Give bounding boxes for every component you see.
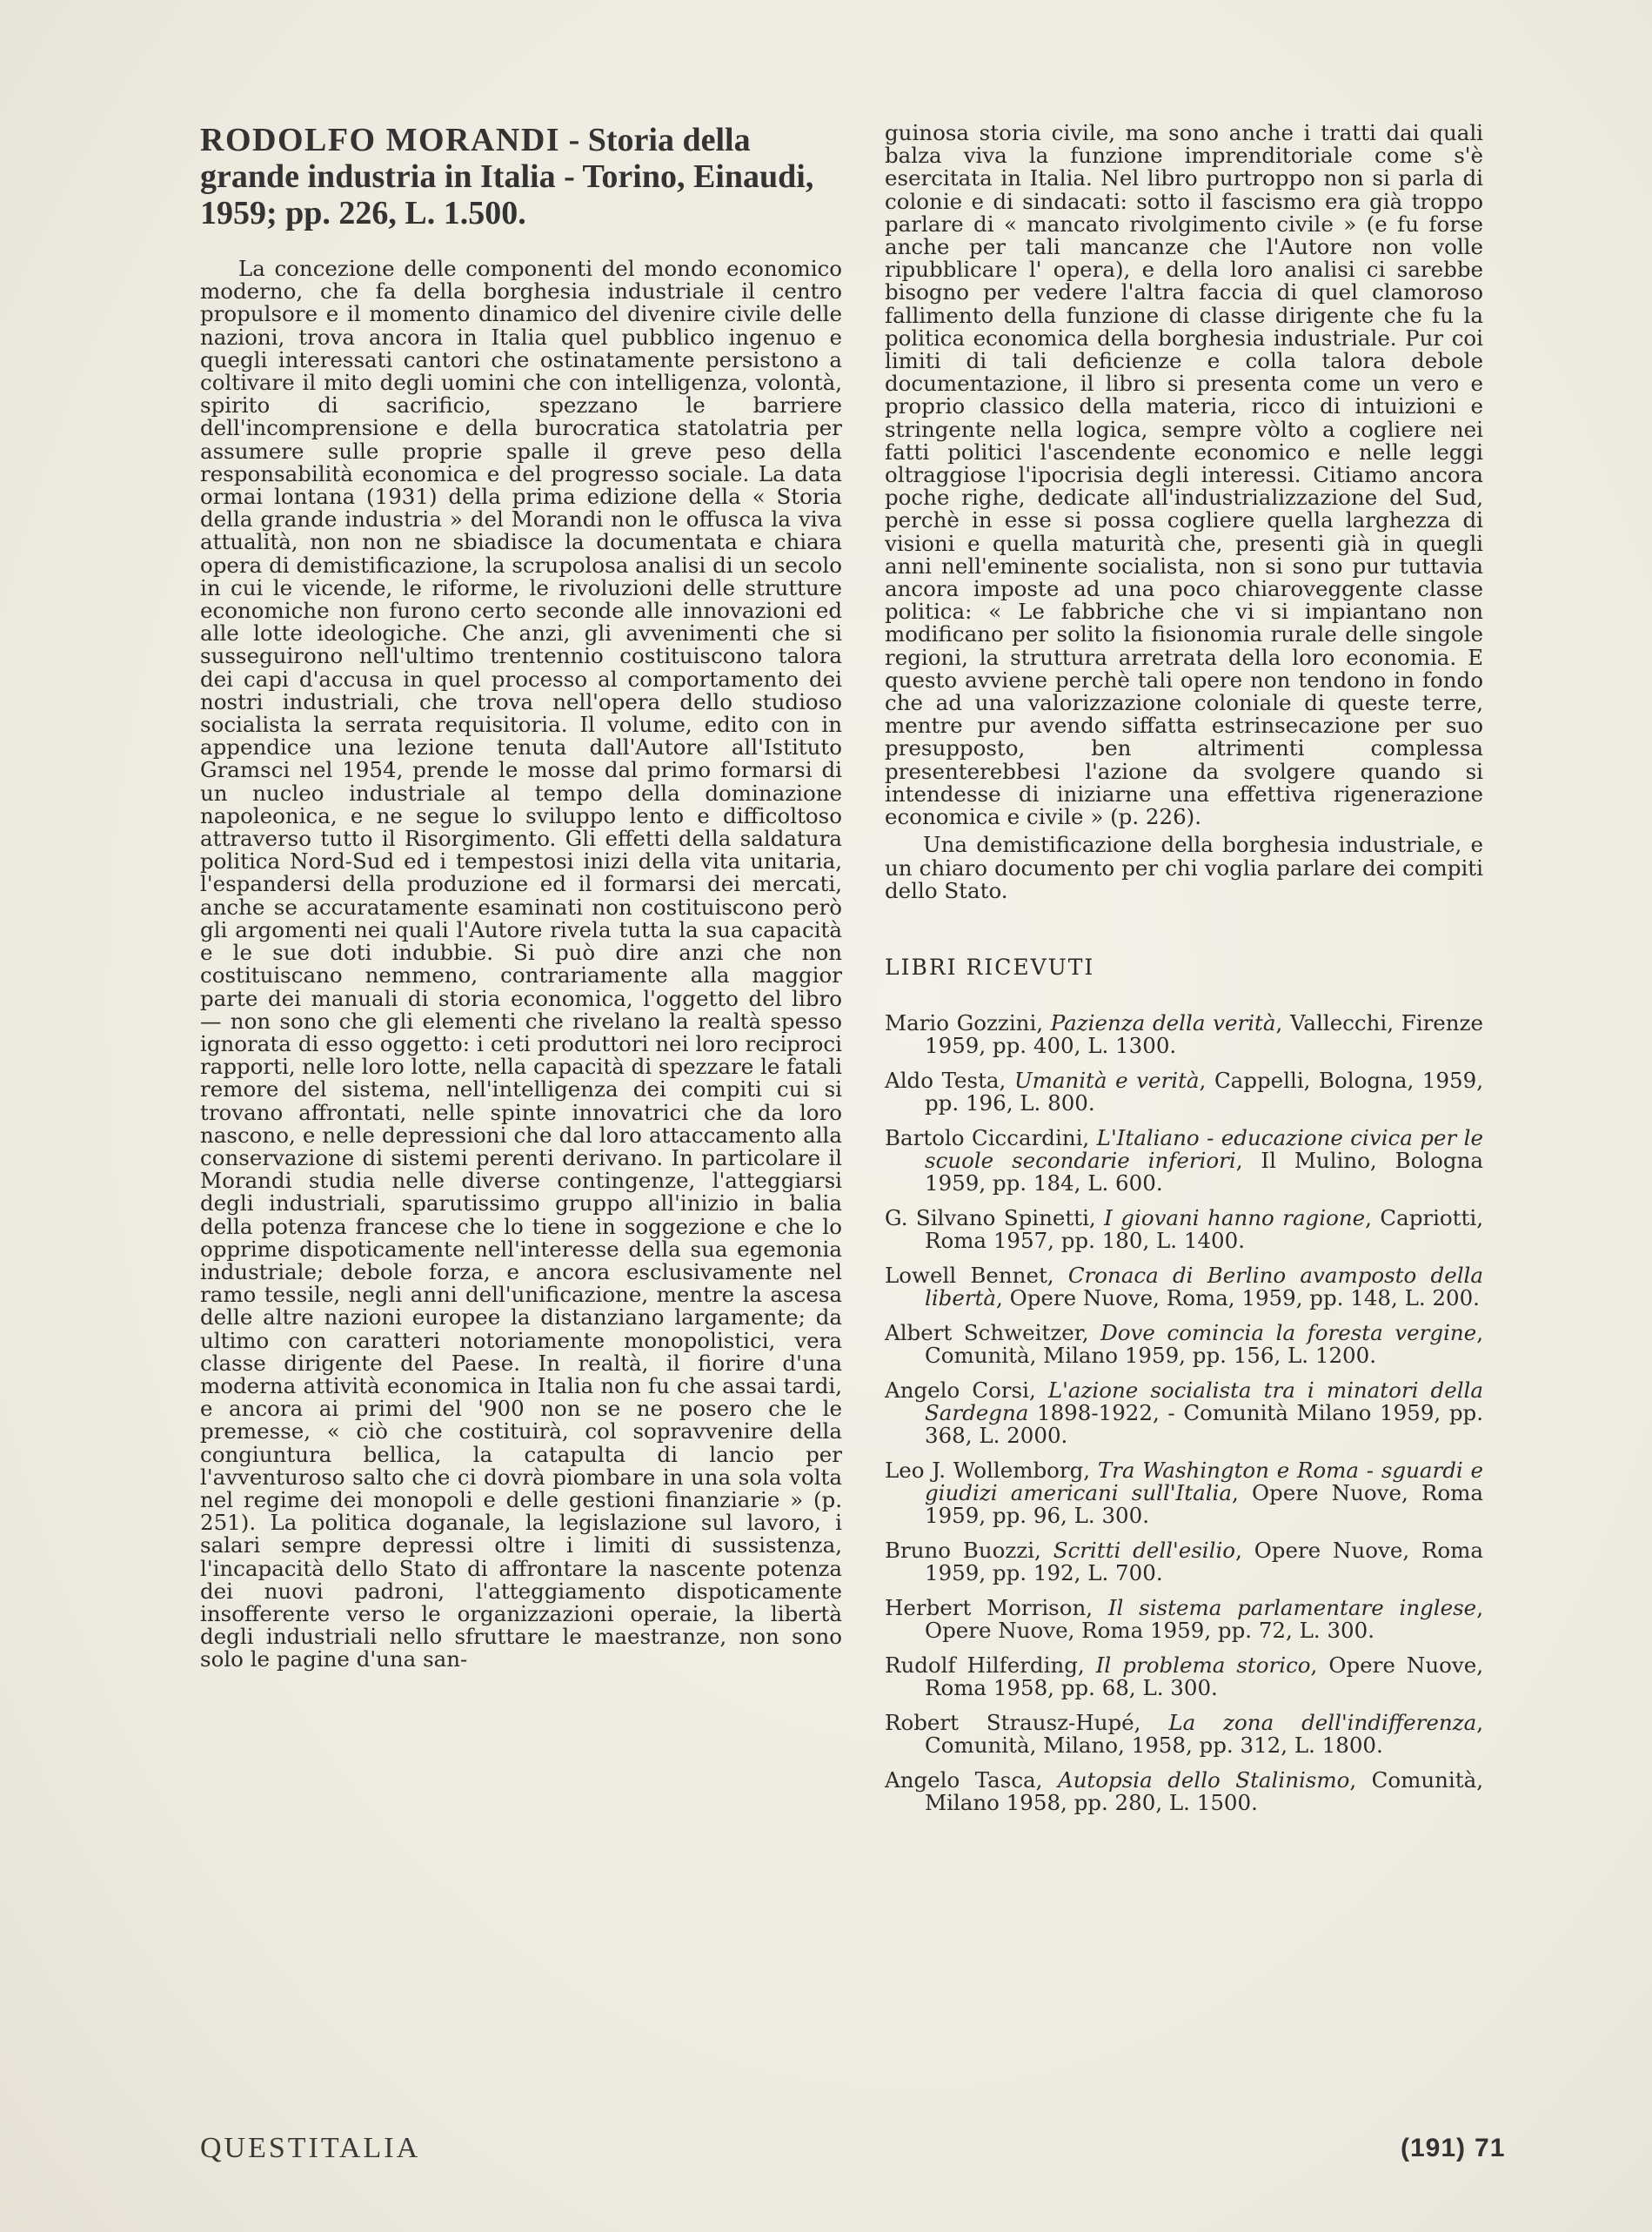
review-body-left: La concezione delle componenti del mondo economico moderno, che fa della borghesia industriale il centro propulsore e il momento dinamico del divenire civile delle nazioni, trova ancora in Italia quel pubblico ingenuo e quegli interessati cantori che ostinatamente persistono a coltivare il mito degli uomini che con intelligenza, volontà, spirito di sacrificio, spezzano le barriere dell'incomprensione e della burocratica statolatria per assumere sulle proprie spalle il greve peso della responsabilità economica e del progresso sociale. La data ormai lontana (1931) della prima edizione della « Storia della grande industria » del Morandi non le offusca la viva attualità, non non ne sbiadisce la documentata e chiara opera di demistificazione, la scrupolosa analisi di un secolo in cui le vicende, le riforme, le rivoluzioni delle strutture economiche non furono certo seconde alle innovazioni ed alle lotte ideologiche. Che anzi, gli avvenimenti che si susseguirono nell'ultimo trentennio costituiscono talora dei capi d'accusa in quel processo al comportamento dei nostri industriali, che trova nell'opera dello studioso socialista la serrata requisitoria. Il volume, edito con in appendice una lezione tenuta dall'Autore all'Istituto Gramsci nel 1954, prende le mosse dal primo formarsi di un nucleo industriale al tempo della dominazione napoleonica, e ne segue lo sviluppo lento e difficoltoso attraverso tutto il Risorgimento. Gli effetti della saldatura politica Nord-Sud ed i tempestosi inizi della vita unitaria, l'espandersi della produzione ed il formarsi dei mercati, anche se accuratamente esaminati non costituiscono però gli argomenti nei quali l'Autore rivela tutta la sua capacità e le sue doti indubbie. Si può dire anzi che non costituiscano nemmeno, contrariamente alla maggior parte dei manuali di storia economica, l'oggetto del libro — non sono che gli elementi che rivelano la realtà spesso ignorata di esso oggetto: i ceti produttori nei loro reciproci rapporti, nelle loro lotte, nella capacità di spezzare le fatali remore del sistema, nell'intelligenza dei compiti cui si trovano affrontati, nelle spinte innovatrici che da loro nascono, e nelle depressioni che dal loro attaccamento alla conservazione di sistemi perenti derivano. In particolare il Morandi studia nelle diverse contingenze, l'atteggiarsi degli industriali, sparutissimo gruppo all'inizio in balia della potenza francese che lo tiene in soggezione e che lo opprime dispoticamente nell'interesse della sua egemonia industriale; debole forza, e ancora esclusivamente nel ramo tessile, negli anni dell'unificazione, mentre la ascesa delle altre nazioni europee la distanziano largamente; da ultimo con caratteri notoriamente monopolistici, vera classe dirigente del Paese. In realtà, il fiorire d'una moderna attività economica in Italia non fu che assai tardi, e ancora ai primi del '900 non se ne posero che le premesse, « ciò che costituirà, col sopravvenire della congiuntura bellica, la catapulta di lancio per l'avventuroso salto che ci dovrà piombare in una sola volta nel regime dei monopoli e delle gestioni finanziarie » (p. 251). La politica doganale, la legislazione sul lavoro, i salari sempre depressi oltre i limiti di sussistenza, l'incapacità dello Stato di affrontare la nascente potenza dei nuovi padroni, l'atteggiamento dispoticamente insofferente verso le organizzazioni operaie, la libertà degli industriali nello sfruttare le maestranze, non sono solo le pagine d'una san- [200,256,842,1672]
review-author: RODOLFO MORANDI [200,122,561,158]
book-title: Cronaca di Berlino avamposto della libertà [925,1263,1484,1311]
book-publication-info: , Opere Nuove, Roma 1959, pp. 192, L. 700. [925,1538,1484,1586]
book-author: Mario Gozzini, [885,1010,1051,1036]
review-heading [200,122,842,231]
book-entry [885,1769,1483,1814]
issue-number: (191) [1401,2134,1467,2162]
book-author: Bartolo Ciccardini, [885,1125,1097,1151]
book-author: Albert Schweitzer, [885,1320,1101,1346]
book-author: Herbert Morrison, [885,1595,1108,1621]
book-entry [885,1597,1483,1642]
book-publication-info: , Comunità, Milano 1958, pp. 280, L. 1500. [925,1767,1484,1816]
book-title: Scritti dell'esilio [1053,1538,1236,1564]
book-publication-info: , Comunità, Milano, 1958, pp. 312, L. 1800. [925,1710,1483,1759]
book-author: Lowell Bennet, [885,1263,1068,1289]
book-author: Angelo Corsi, [885,1377,1048,1404]
book-title: L'azione socialista tra i minatori della Sardegna [925,1377,1483,1426]
book-title: Pazienza della verità [1050,1010,1276,1036]
book-author: G. Silvano Spinetti, [885,1205,1105,1231]
book-publication-info: , Il Mulino, Bologna 1959, pp. 184, L. 600. [925,1148,1484,1196]
book-title: Il problema storico [1095,1652,1311,1679]
book-author: Bruno Buozzi, [885,1538,1053,1564]
book-entry [885,1069,1483,1115]
review-body-right: guinosa storia civile, ma sono anche i tratti dai quali balza viva la funzione imprenditoriale come s'è esercitata in Italia. Nel libro purtroppo non si parla di colonie e di sindacati: sotto il fascismo era già troppo parlare di « mancato rivolgimento civile » (e fu forse anche per tali mancanze che l'Autore non volle ripubblicare l' opera), e della loro analisi ci sarebbe bisogno per vedere l'altra faccia di quel clamoroso fallimento della funzione di classe dirigente che fu la politica economica della borghesia industriale. Pur coi limiti di tali deficienze e colla talora debole documentazione, il libro si presenta come un vero e proprio classico della materia, ricco di intuizioni e stringente nella logica, sempre vòlto a cogliere nei fatti politici l'ascendente economico e nelle leggi oltraggiose l'ipocrisia degli interessi. Citiamo ancora poche righe, dedicate all'industrializzazione del Sud, perchè in esse si possa cogliere quella larghezza di visioni e quella maturità che, presenti già in quegli anni nell'eminente socialista, non si sono pur tuttavia ancora imposte ad una poco chiaroveggente classe politica: « Le fabbriche che vi si impiantano non modificano per solito la fisionomia rurale delle singole regioni, la struttura arretrata della loro economia. E questo avviene perchè tali opere non tendono in fondo che ad una valorizzazione coloniale di queste terre, mentre pur avendo siffatta estrinsecazione per suo presupposto, ben altrimenti complessa presenterebbesi l'azione da svolgere quando si intendesse di iniziarne una effettiva rigenerazione economica e civile » (p. 226). [885,120,1483,830]
book-title: Tra Washington e Roma - sguardi e giudizi americani sull'Italia [925,1458,1483,1506]
book-title: L'Italiano - educazione civica per le scuole secondarie inferiori [925,1125,1483,1174]
book-entry [885,1127,1483,1195]
review-closing: Una demistificazione della borghesia industriale, e un chiaro documento per chi voglia parlare dei compiti dello Stato. [885,832,1483,903]
book-entry [885,1459,1483,1527]
book-publication-info: , Opere Nuove, Roma, 1959, pp. 148, L. 200. [996,1285,1480,1311]
book-publication-info: , Cappelli, Bologna, 1959, pp. 196, L. 800. [925,1068,1483,1116]
book-author: Aldo Testa, [885,1068,1014,1094]
book-entry [885,1379,1483,1447]
book-publication-info: , Opere Nuove, Roma 1958, pp. 68, L. 300. [925,1652,1483,1701]
book-entry [885,1654,1483,1699]
page-number: 71 [1475,2134,1506,2162]
book-author: Rudolf Hilferding, [885,1652,1096,1679]
book-publication-info: , Opere Nuove, Roma 1959, pp. 72, L. 300. [925,1595,1483,1644]
left-column [200,122,842,1672]
books-received-list [885,1012,1483,1814]
book-author: Robert Strausz-Hupé, [885,1710,1169,1736]
review-book-details: - Storia della grande industria in Italia - Torino, Einaudi, 1959; pp. 226, L. 1.500. [200,122,814,231]
book-title: Dove comincia la foresta vergine [1100,1320,1477,1346]
book-entry [885,1012,1483,1057]
book-author: Angelo Tasca, [885,1767,1058,1793]
book-title: Umanità e verità [1013,1068,1200,1094]
book-publication-info: , Opere Nuove, Roma 1959, pp. 96, L. 300. [925,1480,1483,1529]
journal-name: QUESTITALIA [200,2132,421,2164]
book-entry [885,1322,1483,1367]
book-entry [885,1264,1483,1310]
books-received-title: LIBRI RICEVUTI [885,954,1095,980]
book-title: Autopsia dello Stalinismo [1057,1767,1350,1793]
book-entry [885,1712,1483,1757]
book-author: Leo J. Wollemborg, [885,1458,1098,1484]
right-column [885,122,1483,1826]
book-publication-info: , Capriotti, Roma 1957, pp. 180, L. 1400. [925,1205,1483,1254]
book-entry [885,1207,1483,1252]
book-publication-info: , Comunità, Milano 1959, pp. 156, L. 1200. [925,1320,1483,1369]
book-entry [885,1539,1483,1585]
book-publication-info: , Vallecchi, Firenze 1959, pp. 400, L. 1300. [925,1010,1483,1059]
page-number-block [1392,2134,1505,2163]
book-title: La zona dell'indifferenza [1168,1710,1477,1736]
book-publication-info: 1898-1922, - Comunità Milano 1959, pp. 368, L. 2000. [925,1400,1483,1449]
book-title: I giovani hanno ragione [1104,1205,1366,1231]
book-title: Il sistema parlamentare inglese [1107,1595,1477,1621]
